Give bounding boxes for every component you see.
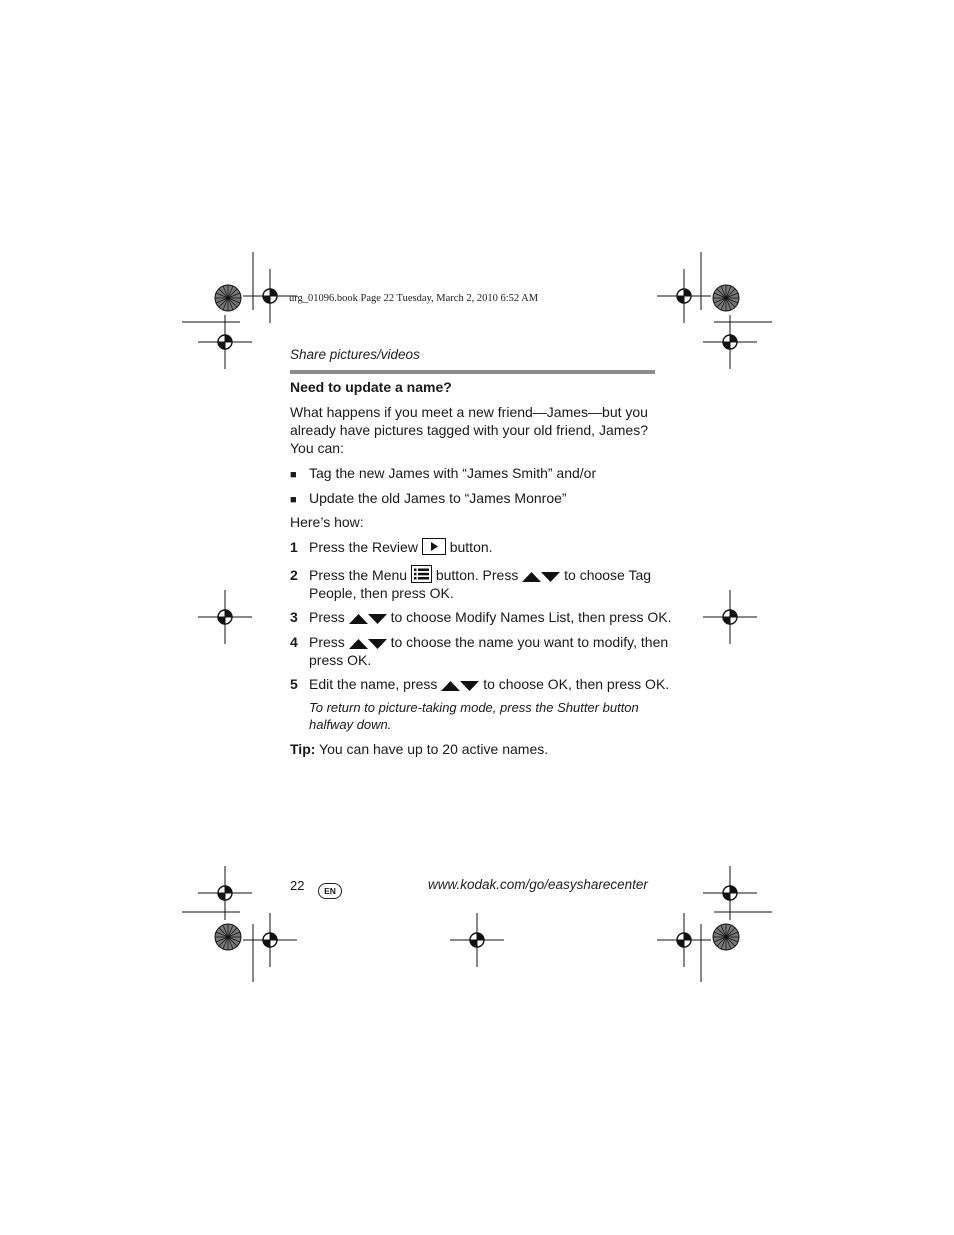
up-down-arrows-icon	[349, 638, 387, 650]
up-down-arrows-icon	[522, 571, 560, 583]
step-4-continued: press OK.	[309, 652, 372, 668]
step-note: To return to picture-taking mode, press the Shutter button halfway down.	[309, 700, 639, 732]
section-title: Share pictures/videos	[290, 347, 420, 362]
tip-label: Tip:	[290, 741, 316, 757]
language-badge: EN	[318, 881, 342, 899]
step-3: 3 Press to choose Modify Names List, then press OK.	[290, 609, 672, 625]
up-down-arrows-icon	[349, 613, 387, 625]
section-rule	[290, 370, 655, 374]
footer-url: www.kodak.com/go/easysharecenter	[428, 877, 648, 892]
step-2-continued: People, then press OK.	[309, 585, 454, 601]
page-heading: Need to update a name?	[290, 379, 452, 395]
menu-list-icon	[411, 565, 432, 583]
heres-how-label: Here’s how:	[290, 514, 364, 530]
step-2: 2 Press the Menu button. Press to choose Tag	[290, 567, 652, 583]
tip-line	[290, 740, 548, 758]
tip-text: You can have up to 20 active names.	[319, 741, 549, 757]
step-5: 5 Edit the name, press to choose OK, then press OK.	[290, 676, 670, 692]
bullet-square-icon: ■	[290, 469, 297, 481]
step-1: 1 Press the Review button.	[290, 539, 493, 555]
list-item: ■ Tag the new James with “James Smith” and/or	[290, 464, 596, 484]
page-number: 22	[290, 878, 305, 893]
bullet-square-icon: ■	[290, 494, 297, 506]
up-down-arrows-icon	[441, 680, 479, 692]
book-info-line: urg_01096.book Page 22 Tuesday, March 2, 2010 6:52 AM	[289, 293, 539, 304]
intro-paragraph: What happens if you meet a new friend—James—but you already have pictures tagged with your old friend, James? You can:	[290, 404, 648, 456]
step-4: 4 Press to choose the name you want to modify, then	[290, 634, 669, 650]
play-review-icon	[422, 538, 446, 555]
list-item: ■ Update the old James to “James Monroe”	[290, 489, 567, 509]
